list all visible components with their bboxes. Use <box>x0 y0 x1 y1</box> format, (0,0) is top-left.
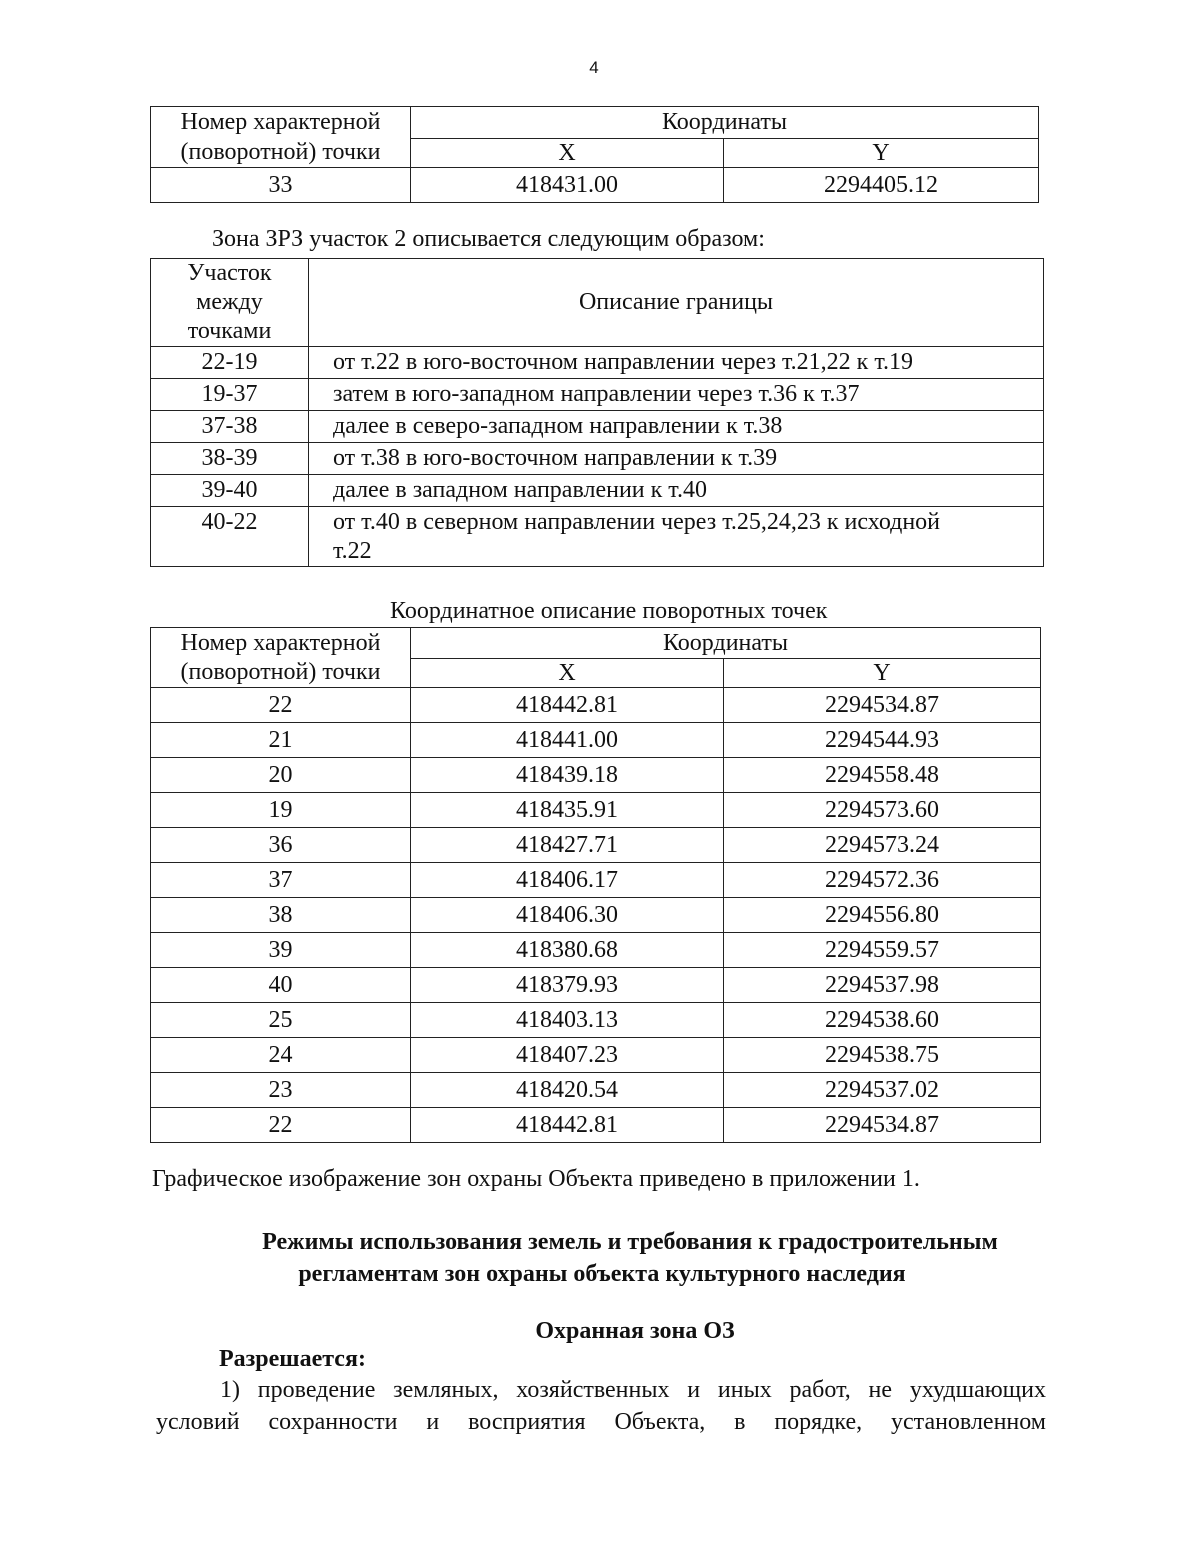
header-y: Y <box>724 659 1041 688</box>
cell-description <box>309 507 1044 567</box>
cell-y: 2294405.12 <box>724 168 1039 203</box>
cell-x: 418427.71 <box>411 828 724 863</box>
cell-y: 2294534.87 <box>724 1108 1041 1143</box>
cell-point: 23 <box>151 1073 411 1108</box>
header-point-cell <box>151 107 411 168</box>
cell-point: 38 <box>151 898 411 933</box>
table-row <box>151 411 1044 443</box>
cell-point: 33 <box>151 168 411 203</box>
table-row <box>151 168 1039 203</box>
header-x: X <box>411 659 724 688</box>
cell-y: 2294573.24 <box>724 828 1041 863</box>
header-point-line2: (поворотной) точки <box>180 139 381 165</box>
cell-x: 418407.23 <box>411 1038 724 1073</box>
header-point-line2: (поворотной) точки <box>180 658 381 685</box>
table-row <box>151 793 1041 828</box>
cell-point: 36 <box>151 828 411 863</box>
item1-paragraph <box>156 1374 1046 1438</box>
header-coords: Координаты <box>411 628 1041 659</box>
cell-point: 22 <box>151 688 411 723</box>
cell-segment: 19-37 <box>151 379 309 411</box>
table-row <box>151 443 1044 475</box>
page-number: 4 <box>589 58 599 77</box>
cell-y: 2294572.36 <box>724 863 1041 898</box>
cell-y: 2294558.48 <box>724 758 1041 793</box>
header-point-line1: Номер характерной <box>180 109 381 135</box>
cell-x: 418406.30 <box>411 898 724 933</box>
item1-line2: условий сохранности и восприятия Объекта, в порядке, установленном <box>156 1409 1046 1435</box>
zone-caption: Зона ЗРЗ участок 2 описывается следующим образом: <box>212 226 765 252</box>
section-heading <box>180 1226 1080 1290</box>
coords-caption: Координатное описание поворотных точек <box>390 598 828 624</box>
cell-y: 2294537.98 <box>724 968 1041 1003</box>
table-row <box>151 475 1044 507</box>
cell-y: 2294559.57 <box>724 933 1041 968</box>
table-row <box>151 723 1041 758</box>
section-heading-line2: регламентам зон охраны объекта культурного наследия <box>298 1261 906 1287</box>
description-line2: т.22 <box>333 537 372 564</box>
cell-segment: 22-19 <box>151 347 309 379</box>
table-row <box>151 1038 1041 1073</box>
table-row <box>151 1003 1041 1038</box>
coordinates-table-top <box>150 106 1039 203</box>
header-segment-cell <box>151 259 309 347</box>
cell-y: 2294538.75 <box>724 1038 1041 1073</box>
cell-segment: 40-22 <box>151 507 309 567</box>
cell-y: 2294538.60 <box>724 1003 1041 1038</box>
header-segment-line1: Участок <box>187 260 272 286</box>
table-row <box>151 758 1041 793</box>
table-row <box>151 507 1044 567</box>
table-row <box>151 1108 1041 1143</box>
header-point-cell <box>151 628 411 688</box>
turning-points-table <box>150 627 1041 1143</box>
cell-y: 2294534.87 <box>724 688 1041 723</box>
cell-x: 418379.93 <box>411 968 724 1003</box>
table-row <box>151 347 1044 379</box>
cell-segment: 39-40 <box>151 475 309 507</box>
section-heading-line1: Режимы использования земель и требования к градостроительным <box>262 1229 998 1255</box>
table-row <box>151 968 1041 1003</box>
cell-segment: 37-38 <box>151 411 309 443</box>
table-row <box>151 933 1041 968</box>
cell-description: далее в западном направлении к т.40 <box>309 475 1044 507</box>
table-row <box>151 898 1041 933</box>
header-coords: Координаты <box>411 107 1039 139</box>
header-segment-line2: между <box>196 289 263 315</box>
cell-x: 418406.17 <box>411 863 724 898</box>
cell-point: 21 <box>151 723 411 758</box>
zone-heading: Охранная зона ОЗ <box>535 1318 735 1344</box>
cell-x: 418403.13 <box>411 1003 724 1038</box>
cell-x: 418431.00 <box>411 168 724 203</box>
header-segment-line3: точками <box>187 318 272 344</box>
table-row <box>151 1073 1041 1108</box>
cell-point: 19 <box>151 793 411 828</box>
cell-x: 418380.68 <box>411 933 724 968</box>
cell-x: 418435.91 <box>411 793 724 828</box>
cell-x: 418439.18 <box>411 758 724 793</box>
cell-point: 24 <box>151 1038 411 1073</box>
cell-x: 418442.81 <box>411 688 724 723</box>
cell-description: от т.22 в юго-восточном направлении через т.21,22 к т.19 <box>309 347 1044 379</box>
table-row <box>151 863 1041 898</box>
graphic-note: Графическое изображение зон охраны Объекта приведено в приложении 1. <box>152 1166 920 1192</box>
cell-point: 20 <box>151 758 411 793</box>
description-line1: от т.40 в северном направлении через т.25,24,23 к исходной <box>333 508 941 535</box>
header-x: X <box>411 139 724 168</box>
cell-point: 22 <box>151 1108 411 1143</box>
allowed-heading: Разрешается: <box>219 1346 366 1372</box>
cell-description: далее в северо-западном направлении к т.38 <box>309 411 1044 443</box>
cell-point: 37 <box>151 863 411 898</box>
cell-point: 40 <box>151 968 411 1003</box>
cell-y: 2294556.80 <box>724 898 1041 933</box>
cell-x: 418442.81 <box>411 1108 724 1143</box>
cell-y: 2294537.02 <box>724 1073 1041 1108</box>
table-row <box>151 828 1041 863</box>
table-header-row <box>151 628 1041 659</box>
cell-description: затем в юго-западном направлении через т.36 к т.37 <box>309 379 1044 411</box>
cell-y: 2294544.93 <box>724 723 1041 758</box>
cell-point: 39 <box>151 933 411 968</box>
item1-line1: 1) проведение земляных, хозяйственных и иных работ, не ухудшающих <box>220 1377 1046 1403</box>
cell-x: 418441.00 <box>411 723 724 758</box>
cell-y: 2294573.60 <box>724 793 1041 828</box>
cell-segment: 38-39 <box>151 443 309 475</box>
table-row <box>151 688 1041 723</box>
header-y: Y <box>724 139 1039 168</box>
table-header-row <box>151 259 1044 347</box>
cell-x: 418420.54 <box>411 1073 724 1108</box>
table-header-row <box>151 107 1039 139</box>
header-description: Описание границы <box>309 259 1044 347</box>
boundary-description-table <box>150 258 1044 567</box>
table-row <box>151 379 1044 411</box>
cell-point: 25 <box>151 1003 411 1038</box>
header-point-line1: Номер характерной <box>180 629 381 656</box>
cell-description: от т.38 в юго-восточном направлении к т.39 <box>309 443 1044 475</box>
